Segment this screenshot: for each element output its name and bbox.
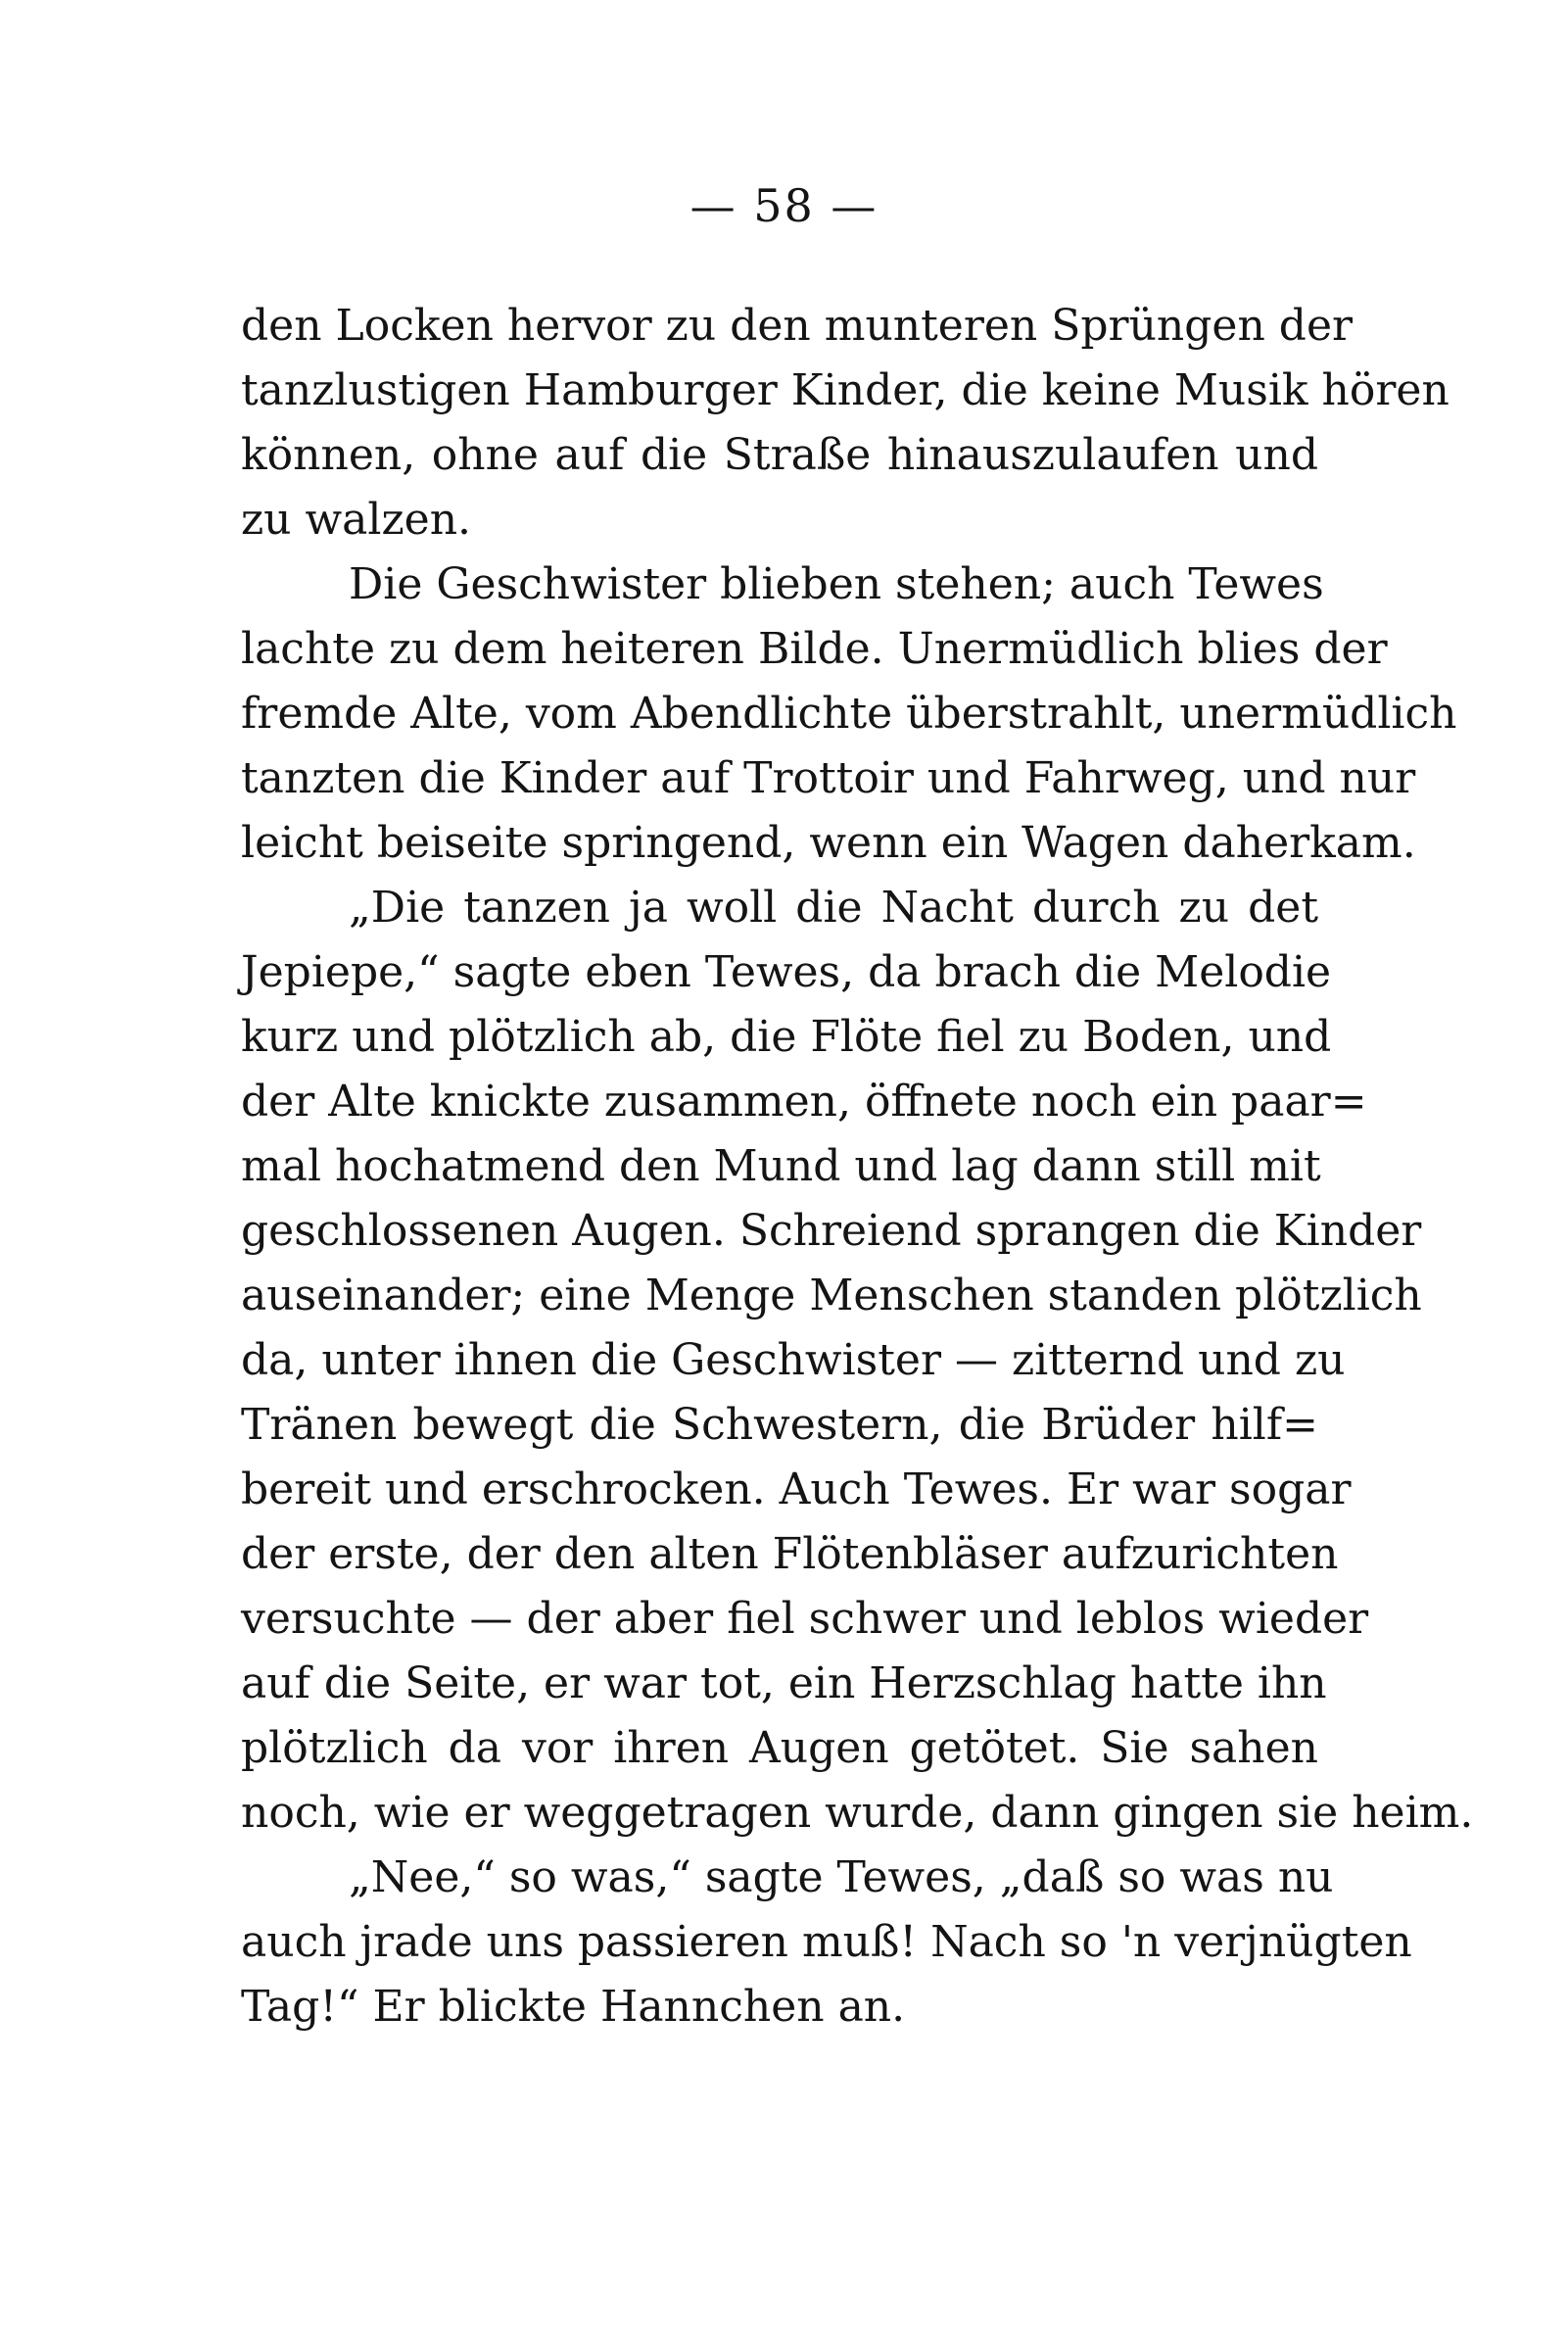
text-line: „Nee,“ so was,“ sagte Tewes, „daß so was nu [349,1852,1334,1902]
text-line: der Alte knickte zusammen, öffnete noch ein paar= [241,1077,1367,1127]
text-line: plötzlich da vor ihren Augen getötet. Sie sahen [241,1723,1318,1773]
text-line: zu walzen. [241,495,472,545]
text-line: können, ohne auf die Straße hinauszulaufen und [241,430,1318,480]
text-line: Die Geschwister blieben stehen; auch Tewes [349,559,1324,609]
text-line: „Die tanzen ja woll die Nacht durch zu det [349,883,1318,933]
text-line: lachte zu dem heiteren Bilde. Unermüdlich blies der [241,624,1388,674]
text-line: tanzlustigen Hamburger Kinder, die keine Musik hören [241,365,1449,415]
text-line: kurz und plötzlich ab, die Flöte fiel zu Boden, und [241,1012,1332,1062]
text-line: da, unter ihnen die Geschwister — zitternd und zu [241,1335,1346,1385]
page-number: — 58 — [689,179,879,232]
text-line: auch jrade uns passieren muß! Nach so 'n verjnügten [241,1917,1412,1967]
text-line: auf die Seite, er war tot, ein Herzschlag hatte ihn [241,1658,1327,1708]
body-text [241,294,1474,2040]
text-line: fremde Alte, vom Abendlichte überstrahlt, unermüdlich [241,689,1457,739]
text-line: leicht beiseite springend, wenn ein Wagen daherkam. [241,818,1416,868]
text-line: geschlossenen Augen. Schreiend sprangen die Kinder [241,1206,1422,1256]
text-line: auseinander; eine Menge Menschen standen plötzlich [241,1271,1422,1320]
text-line: Jepiepe,“ sagte eben Tewes, da brach die Melodie [241,947,1332,997]
text-line: bereit und erschrocken. Auch Tewes. Er war sogar [241,1464,1352,1514]
text-line: den Locken hervor zu den munteren Sprüngen der [241,301,1354,351]
text-line: tanzten die Kinder auf Trottoir und Fahrweg, und nur [241,753,1416,803]
text-line: noch, wie er weggetragen wurde, dann gingen sie heim. [241,1788,1474,1838]
text-line: versuchte — der aber fiel schwer und leblos wieder [241,1594,1369,1644]
text-line: mal hochatmend den Mund und lag dann still mit [241,1141,1321,1191]
text-line: der erste, der den alten Flötenbläser aufzurichten [241,1529,1339,1579]
text-line: Tränen bewegt die Schwestern, die Brüder hilf= [241,1400,1318,1450]
text-line: Tag!“ Er blickte Hannchen an. [241,1982,906,2032]
